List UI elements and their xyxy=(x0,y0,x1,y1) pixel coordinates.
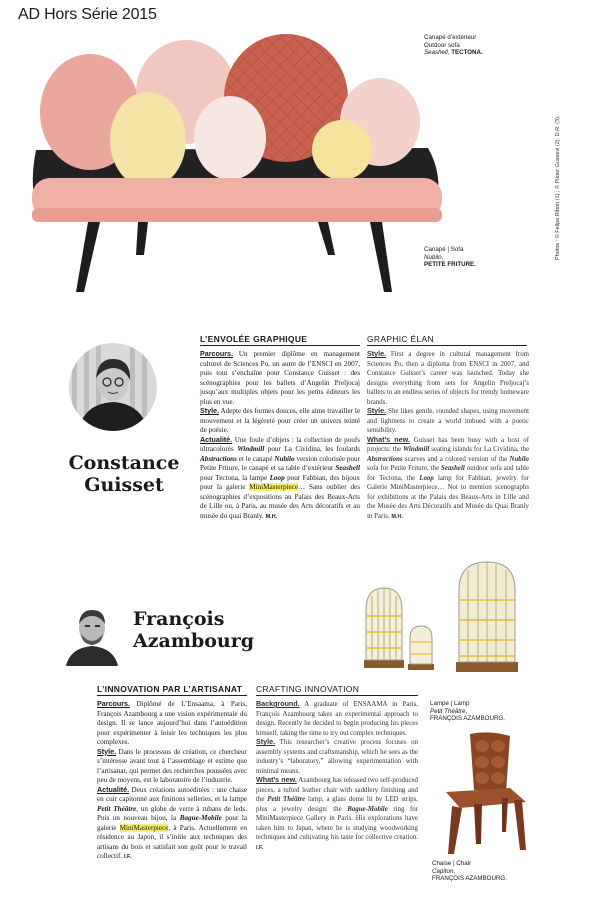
guisset-en-abstractions: Abstractions xyxy=(367,455,403,463)
guisset-fr-nubilo: Nubilo xyxy=(274,454,295,463)
azambourg-fr-label-1: Parcours. xyxy=(97,700,130,708)
azambourg-fr-minimasterpiece: MiniMasterpiece xyxy=(119,823,169,832)
magazine-issue-title: AD Hors Série 2015 xyxy=(18,6,157,23)
caption-lamp: Lampe | Lamp Petit Théâtre, FRANÇOIS AZAMBOURG. xyxy=(430,700,540,723)
caption-outdoor-en: Outdoor sofa xyxy=(424,41,460,49)
guisset-name-line2: Guisset xyxy=(84,474,164,496)
guisset-en-p3-b: seating islands for La Cividina, the xyxy=(429,446,529,453)
azambourg-fr-p1: Diplômé de L’Ensaama, à Paris, François Azambourg a une vision expérimentale du design. Il se lance aujourd’hui dans l’autoédition pour expérimenter à loisir les techniques les plus complexes. xyxy=(97,700,247,746)
guisset-en-nubilo: Nubilo xyxy=(509,455,529,463)
guisset-en-windmill: Windmill xyxy=(403,446,430,453)
azambourg-en-p1: A graduate of ENSAAMA in Paris, François Azambourg takes an experimental approach to design. Recently he decided to begin producing his pieces himself, taking the time to try out complex techniques. xyxy=(256,701,418,737)
guisset-en-p3-d: sofa for Petite Friture, the xyxy=(367,465,442,472)
caption-sofa-name: Nubilo xyxy=(424,253,442,261)
azambourg-en-petit-theatre: Petit Théâtre xyxy=(267,796,306,803)
guisset-en-p3-a: Guisset has been busy with a host of projects: the xyxy=(367,436,530,453)
caption-sofa-brand: PETITE FRITURE. xyxy=(424,261,476,269)
guisset-en-seashell: Seashell xyxy=(441,465,465,472)
azambourg-name-line2: Azambourg xyxy=(133,630,255,652)
guisset-en-p2: She likes gentle, rounded shapes, using movement and lightness to create a world imbued with a poetic sensibility. xyxy=(367,408,529,434)
guisset-fr-parcours: Un premier diplôme en management culturel de Sciences Po, un autre de l’ENSCI en 2007, puis tout s’enchaîne pour Constance Guisset : des scénographies pour les ballets d’Angelin Preljocaj jusqu’aux multiples objets pour les petits éditeurs les plus en vue. xyxy=(200,350,360,406)
guisset-en-label-3: What’s new. xyxy=(367,435,410,444)
azambourg-fr-label-3: Actualité. xyxy=(97,785,130,794)
azambourg-en-signature: I.F. xyxy=(256,844,264,851)
caption-chair-brand: FRANÇOIS AZAMBOURG. xyxy=(432,875,507,883)
guisset-title-en: GRAPHIC ÉLAN xyxy=(367,334,434,344)
guisset-fr-actu-f: pour Fabbian, des bijoux pour la galerie xyxy=(200,473,360,491)
guisset-rule-fr xyxy=(200,345,360,346)
caption-lamp-brand: FRANÇOIS AZAMBOURG. xyxy=(430,715,505,723)
azambourg-portrait xyxy=(64,604,120,666)
guisset-text-en xyxy=(367,350,529,522)
guisset-fr-windmill: Windmill xyxy=(237,445,265,453)
caption-lamp-fr: Lampe | Lamp xyxy=(430,700,470,707)
azambourg-en-bague-mobile: Bague-Mobile xyxy=(347,805,388,813)
azambourg-en-label-2: Style. xyxy=(256,738,276,746)
guisset-en-p3-c: scarves and a colored version of the xyxy=(402,455,510,463)
azambourg-fr-p2: Dans le processus de création, ce chercheur s’intéresse avant tout à l’assemblage et estime que l’artisanat, qui permet des recherches poussées avec peu de moyens, est le laboratoire de l’industrie. xyxy=(97,747,247,784)
guisset-fr-actu-b: pour La Cividina, les foulards xyxy=(264,445,360,453)
guisset-name-line1: Constance xyxy=(68,452,180,474)
caption-chair: Chaise | Chair Capiton, FRANÇOIS AZAMBOURG. xyxy=(432,860,542,883)
guisset-name xyxy=(64,452,184,496)
caption-outdoor-name: Seashell xyxy=(424,49,448,57)
guisset-fr-signature: M.H. xyxy=(265,513,278,520)
azambourg-rule-fr xyxy=(97,695,247,696)
guisset-en-p3-e: outdoor sofa and table for Tectona, the xyxy=(367,465,529,482)
guisset-en-p1: First a degree in cultural management from Sciences Po, then a diploma from ENSCI in 2007, and Constance Guisset’s career was launched. Today she designs everything from sets for Angelin Preljocaj’s ballets to an endless series of objects for trendy homeware brands. xyxy=(367,351,529,406)
azambourg-fr-p3-a: Deux créations autoéditées : une chaise en cuir capitonné aux finitions selleries, et la lampe xyxy=(97,785,247,803)
photo-credit: Photos : © Felipe Ribon (1) ; © Pieter Gussevi (2). D.R. (3). xyxy=(555,115,561,260)
guisset-rule-en xyxy=(367,345,527,346)
sofa-photo xyxy=(18,30,458,300)
label-actualite: Actualité. xyxy=(200,435,233,444)
azambourg-fr-p3-d: , à Paris. Actuellement en résidence au Japon, il s’initie aux techniques des artisans du bois et satisfait son goût pour le travail collectif. xyxy=(97,823,247,860)
guisset-fr-actu-c: et le canapé xyxy=(236,454,275,463)
azambourg-text-fr xyxy=(97,700,247,863)
caption-chair-fr: Chaise | Chair xyxy=(432,860,472,867)
guisset-en-p3-f: lamp for Fabbian, jewelry for Galerie MiniMasterpiece… Not to mention scenographs for exhibitions at the Palais des Beaux-Arts in Lille and the Musée des Arts Décoratifs and Musée du Quai Branly in Paris. xyxy=(367,474,529,520)
azambourg-en-label-3: What’s new. xyxy=(256,776,297,784)
azambourg-title-en: CRAFTING INNOVATION xyxy=(256,684,360,694)
lamps-photo xyxy=(352,560,532,680)
azambourg-fr-signature: I.F. xyxy=(123,854,132,860)
guisset-en-signature: M.H. xyxy=(391,513,403,520)
azambourg-en-label-1: Background. xyxy=(256,700,300,708)
guisset-fr-abstractions: Abstractions xyxy=(200,454,237,463)
label-style: Style. xyxy=(200,407,220,415)
guisset-fr-actu-e: pour Tectona, la lampe xyxy=(200,473,270,482)
guisset-portrait xyxy=(68,342,158,432)
azambourg-en-p3-a: Azambourg has released two self-produced pieces, a tufted leather chair with saddlery finishing and the xyxy=(256,777,418,803)
azambourg-fr-p3-b: , un globe de verre à rubans de leds. Puis un nouveau bijou, la xyxy=(97,804,247,822)
azambourg-fr-p3-c: pour la galerie xyxy=(97,814,248,832)
guisset-fr-actu-g: … Sans oublier des scénographies d’expositions au Palais des Beaux-Arts de Lille ou, à Paris, au musée des Arts décoratifs et au musée du quai Branly. xyxy=(200,483,360,520)
azambourg-title-fr: L’INNOVATION PAR L’ARTISANAT xyxy=(97,684,243,694)
guisset-text-fr xyxy=(200,350,360,522)
azambourg-fr-bague-mobile: Bague-Mobile xyxy=(179,814,222,822)
azambourg-name xyxy=(133,608,273,652)
caption-outdoor-brand: TECTONA. xyxy=(451,49,483,57)
caption-chair-name: Capiton xyxy=(432,867,454,875)
azambourg-fr-petit-theatre: Petit Théâtre xyxy=(97,804,137,813)
azambourg-en-p2: This researcher’s creative process focuses on assembly systems and craftsmanship, which he sees as the industry’s “laboratory,” allowing experimentation with minimal means. xyxy=(256,739,418,775)
guisset-fr-minimasterpiece: MiniMasterpiece xyxy=(249,483,299,491)
caption-lamp-name: Petit Théâtre xyxy=(430,707,466,715)
guisset-fr-actu-d: version colorisée pour Petite Friture, le canapé et sa table d’extérieur xyxy=(200,454,360,472)
guisset-fr-loop: Loop xyxy=(269,473,285,482)
guisset-en-loop: Loop xyxy=(419,474,434,482)
azambourg-fr-label-2: Style. xyxy=(97,747,117,756)
guisset-en-label-2: Style. xyxy=(367,407,387,415)
caption-outdoor-sofa: Canapé d’extérieur Outdoor sofa Seashell, TECTONA. xyxy=(424,34,534,57)
chair-photo xyxy=(430,730,540,858)
guisset-title-fr: L’ENVOLÉE GRAPHIQUE xyxy=(200,334,308,344)
caption-sofa-fr: Canapé | Sofa xyxy=(424,246,464,253)
azambourg-en-p3-b: lamp, a glass dome lit by LED strips, plus a jewelry design: the xyxy=(256,796,418,813)
azambourg-text-en xyxy=(256,700,418,853)
azambourg-en-p3-c: ring for MiniMasterpiece Gallery in Paris. His explorations have taken him to Japan, where he is studying woodworking techniques and cultivating his taste for collective creation. xyxy=(256,805,418,841)
azambourg-rule-en xyxy=(256,695,418,696)
label-parcours: Parcours. xyxy=(200,350,233,358)
guisset-fr-seashell: Seashell xyxy=(335,464,360,472)
guisset-en-label-1: Style. xyxy=(367,350,387,358)
guisset-fr-style: Adepte des formes douces, elle aime travailler le mouvement et la légèreté pour créer un univers teinté de poésie. xyxy=(200,407,360,434)
caption-sofa: Canapé | Sofa Nubilo, PETITE FRITURE. xyxy=(424,246,534,269)
guisset-fr-actu-a: Une foule d’objets : la collection de poufs ultracolorés xyxy=(200,435,360,453)
caption-outdoor-fr: Canapé d’extérieur xyxy=(424,34,477,41)
azambourg-name-line1: François xyxy=(133,608,225,630)
